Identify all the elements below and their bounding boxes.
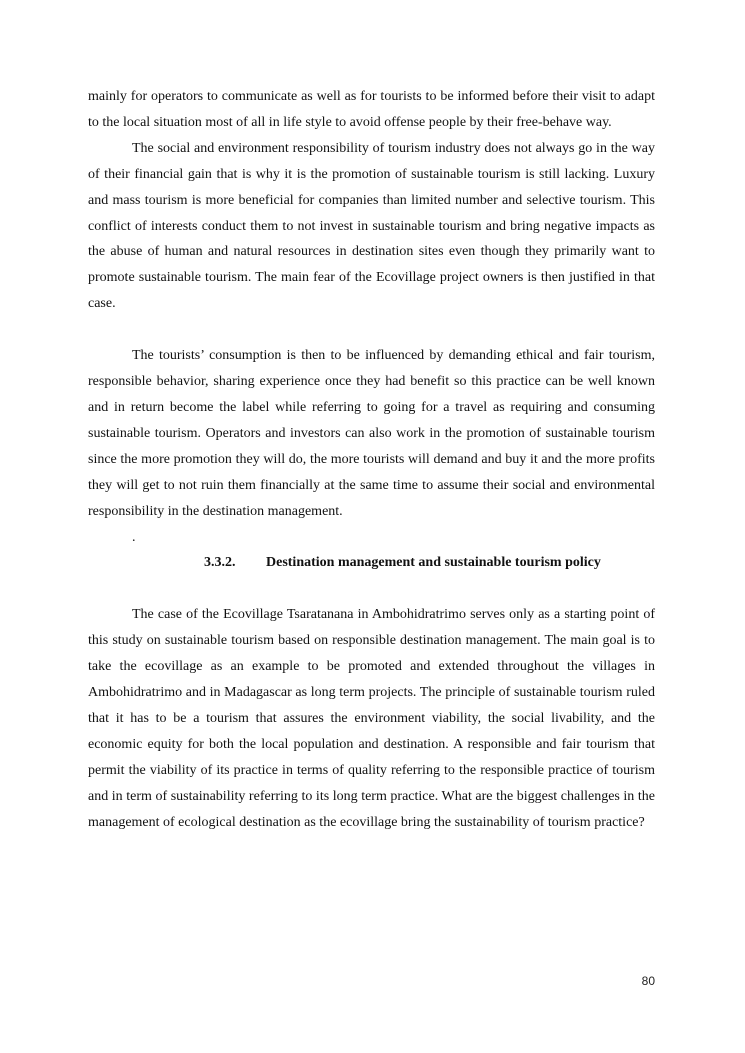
page-number: 80 (641, 974, 655, 988)
section-title: Destination management and sustainable tourism policy (266, 555, 601, 571)
page-content (88, 84, 655, 835)
paragraph-social-responsibility: The social and environment responsibility of tourism industry does not always go in the way of their financial gain that is why it is the promotion of sustainable tourism is still lacking. Luxury and mass tourism is more beneficial for companies than limited number and selective tourism. This conflict of interests conduct them to not invest in sustainable tourism and bring negative impacts as the abuse of human and natural resources in destination sites even though they primarily want to promote sustainable tourism. The main fear of the Ecovillage project owners is then justified in that case. (88, 140, 655, 312)
section-number: 3.3.2. (204, 555, 236, 571)
heading-spacer (88, 576, 655, 602)
paragraph-spacer (88, 317, 655, 343)
stray-dot: . (132, 529, 136, 545)
paragraph-tourist-consumption: The tourists’ consumption is then to be influenced by demanding ethical and fair tourism, responsible behavior, sharing experience once they had benefit so this practice can be well known and in return become the label while referring to going for a travel as requiring and consuming sustainable tourism. Operators and investors can also work in the promotion of sustainable tourism since the more promotion they will do, the more tourists will demand and buy it and the more profits they will get to not ruin them financially at the same time to assume their social and environmental responsibility in the destination management. (88, 348, 655, 519)
section-heading (88, 550, 655, 576)
paragraph-ecovillage-case: The case of the Ecovillage Tsaratanana in Ambohidratrimo serves only as a starting point of this study on sustainable tourism based on responsible destination management. The main goal is to take the ecovillage as an example to be promoted and extended throughout the villages in Ambohidratrimo and in Madagascar as long term projects. The principle of sustainable tourism ruled that it has to be a tourism that assures the environment viability, the social livability, and the economic equity for both the local population and destination. A responsible and fair tourism that permit the viability of its practice in terms of quality referring to the responsible practice of tourism and in term of sustainability referring to its long term practice. What are the biggest challenges in the management of ecological destination as the ecovillage bring the sustainability of tourism practice? (88, 607, 655, 830)
paragraph-continuation: mainly for operators to communicate as well as for tourists to be informed before their visit to adapt to the local situation most of all in life style to avoid offense people by their free-behave way. (88, 89, 655, 130)
